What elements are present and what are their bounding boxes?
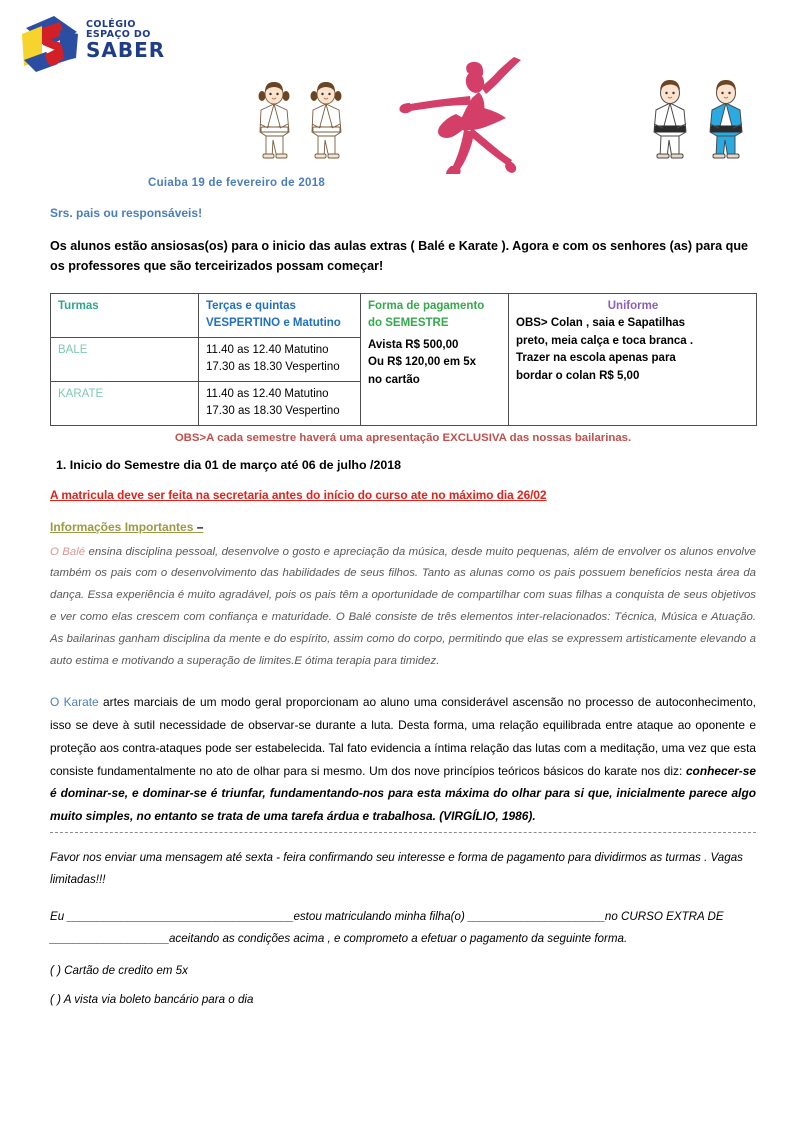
payment-line-2: Ou R$ 120,00 em 5x — [368, 356, 477, 369]
form-blank-name[interactable]: ______________________________________ — [67, 909, 294, 923]
semester-dates-line: 1. Inicio do Semestre dia 01 de março até 06 de julho /2018 — [56, 457, 402, 472]
ballet-body-text: ensina disciplina pessoal, desenvolve o gosto e apreciação da música, desde muito pequenas, além de envolver os alunos envolve também os pais com o desenvolvimento das habilidades de seus filhos. Tanto as alunas como os pais possuem benefícios nesta área da dança. Essa experiência é muito agradável, pois os pais têm a oportunidade de compartilhar com suas filhas a conquista de seus objetivos e ver como elas crescem com confiança e maturidade. O Balé consiste de três elementos inter-relacionados: Técnica, Música e Atuação. As bailarinas ganham disciplina da mente e do espírito, assim como do corpo, permitindo que elas se expressem artisticamente elevando a auto estima e motivando a superação de limites.E ótima terapia para timidez. — [50, 545, 756, 668]
payment-option-boleto[interactable]: ( ) A vista via boleto bancário para o dia — [50, 993, 254, 1007]
cell-pagamento — [361, 293, 509, 425]
header-pagamento-line1: Forma de pagamento — [368, 299, 485, 312]
header-uniforme-label: Uniforme — [607, 299, 659, 312]
form-no-label: no — [604, 909, 622, 923]
enrollment-form-text — [50, 906, 756, 951]
logo-line-1: COLÉGIO — [86, 19, 136, 30]
karate-time-line1: 11.40 as 12.40 Matutino — [206, 387, 329, 400]
header-horario-line1: Terças e quintas — [206, 299, 296, 312]
karate-boys-icon — [646, 76, 758, 166]
ballet-description-paragraph — [50, 542, 756, 673]
city-date-line: Cuiaba 19 de fevereiro de 2018 — [148, 177, 326, 189]
important-info-heading — [50, 520, 756, 534]
cell-times-bale — [199, 337, 361, 381]
intro-paragraph: Os alunos estão ansiosas(os) para o inicio das aulas extras ( Balé e Karate ). Agora e com os senhores (as) para que os professores que são terceirizados possam começar! — [50, 239, 749, 274]
payment-option-card[interactable]: ( ) Cartão de credito em 5x — [50, 964, 188, 978]
ballerina-icon — [398, 56, 538, 174]
dotted-divider — [50, 832, 756, 833]
form-mid-text-2: aceitando as condições acima , e comprometo a efetuar o pagamento da seguinte forma. — [168, 931, 628, 945]
document-body — [50, 206, 756, 1022]
important-info-label: Informações Importantes — [50, 519, 197, 534]
school-logo — [20, 14, 170, 76]
uniform-line-4: bordar o colan R$ 5,00 — [516, 369, 640, 382]
obs-presentation-note: OBS>A cada semestre haverá uma apresentação EXCLUSIVA das nossas bailarinas. — [174, 431, 632, 444]
header-cell-turmas — [51, 293, 199, 337]
ballet-lead-in: O Balé — [50, 545, 86, 558]
uniform-line-3: Trazer na escola apenas para — [516, 352, 676, 365]
payment-line-1: Avista R$ 500,00 — [368, 338, 459, 351]
salutation: Srs. pais ou responsáveis! — [50, 206, 203, 220]
logo-mark-icon — [20, 14, 82, 74]
header-cell-horario — [199, 293, 361, 337]
karate-girls-icon — [248, 78, 356, 164]
logo-wordmark — [86, 20, 165, 61]
course-label-karate: KARATE — [58, 387, 104, 400]
form-mid-text-1: estou matriculando minha filha(o) — [293, 909, 469, 923]
payment-line-3: no cartão — [368, 373, 420, 386]
karate-description-paragraph — [50, 691, 756, 828]
form-blank-child[interactable]: _______________________ — [468, 909, 605, 923]
important-info-dash: – — [196, 519, 204, 534]
bale-time-line1: 11.40 as 12.40 Matutino — [206, 343, 329, 356]
uniform-line-1: OBS> Colan , saia e Sapatilhas — [516, 317, 686, 330]
header-horario-line2: VESPERTINO e Matutino — [206, 317, 341, 330]
uniform-line-2: preto, meia calça e toca branca . — [516, 334, 694, 347]
header-turmas-label: Turmas — [58, 299, 99, 312]
cell-course-bale — [51, 337, 199, 381]
cell-course-karate — [51, 381, 199, 425]
form-curso-label: CURSO EXTRA DE — [621, 909, 724, 923]
header-band — [0, 0, 800, 172]
header-pagamento-line2: do SEMESTRE — [368, 317, 449, 330]
karate-body-text: artes marciais de um modo geral proporcionam ao aluno uma considerável ascensão no processo de autoconhecimento, isso se deve à sutil necessidade de observar-se durante a luta. Desta forma, uma relação equilibrada entre ataque ao oponente e proteção aos contra-ataques pode ser estabelecida. Tal fato evidencia a íntima relação das lutas com a meditação, uma vez que esta consiste fundamentalmente no ato de olhar para si mesmo. Um dos nove princípios teóricos básicos do karate nos diz: — [50, 694, 756, 778]
cell-uniforme — [509, 293, 757, 425]
form-eu-label: Eu — [50, 909, 68, 923]
course-label-bale: BALE — [58, 343, 88, 356]
enrollment-deadline-notice: A matricula deve ser feita na secretaria antes do início do curso ate no máximo dia 26/02 — [50, 487, 547, 502]
logo-line-2: ESPAÇO DO — [86, 28, 151, 40]
classes-table — [50, 293, 757, 426]
table-header-row — [51, 293, 757, 337]
karate-quote-text: conhecer-se é dominar-se, e dominar-se é triunfar, fundamentando-nos para esta máxima do olhar para si que, inicialmente parece algo muito simples, no entanto se trata de uma tarefa árdua e trabalhosa. (VIRGÍLIO, 1986). — [50, 763, 756, 824]
karate-lead-in: O Karate — [50, 694, 99, 709]
form-blank-course[interactable]: ____________________ — [50, 931, 169, 945]
karate-time-line2: 17.30 as 18.30 Vespertino — [206, 405, 340, 418]
bale-time-line2: 17.30 as 18.30 Vespertino — [206, 361, 340, 374]
cell-times-karate — [199, 381, 361, 425]
logo-line-3: SABER — [86, 38, 166, 63]
reply-request-paragraph: Favor nos enviar uma mensagem até sexta - feira confirmando seu interesse e forma de pagamento para dividirmos as turmas . Vagas limitadas!!! — [50, 851, 743, 887]
